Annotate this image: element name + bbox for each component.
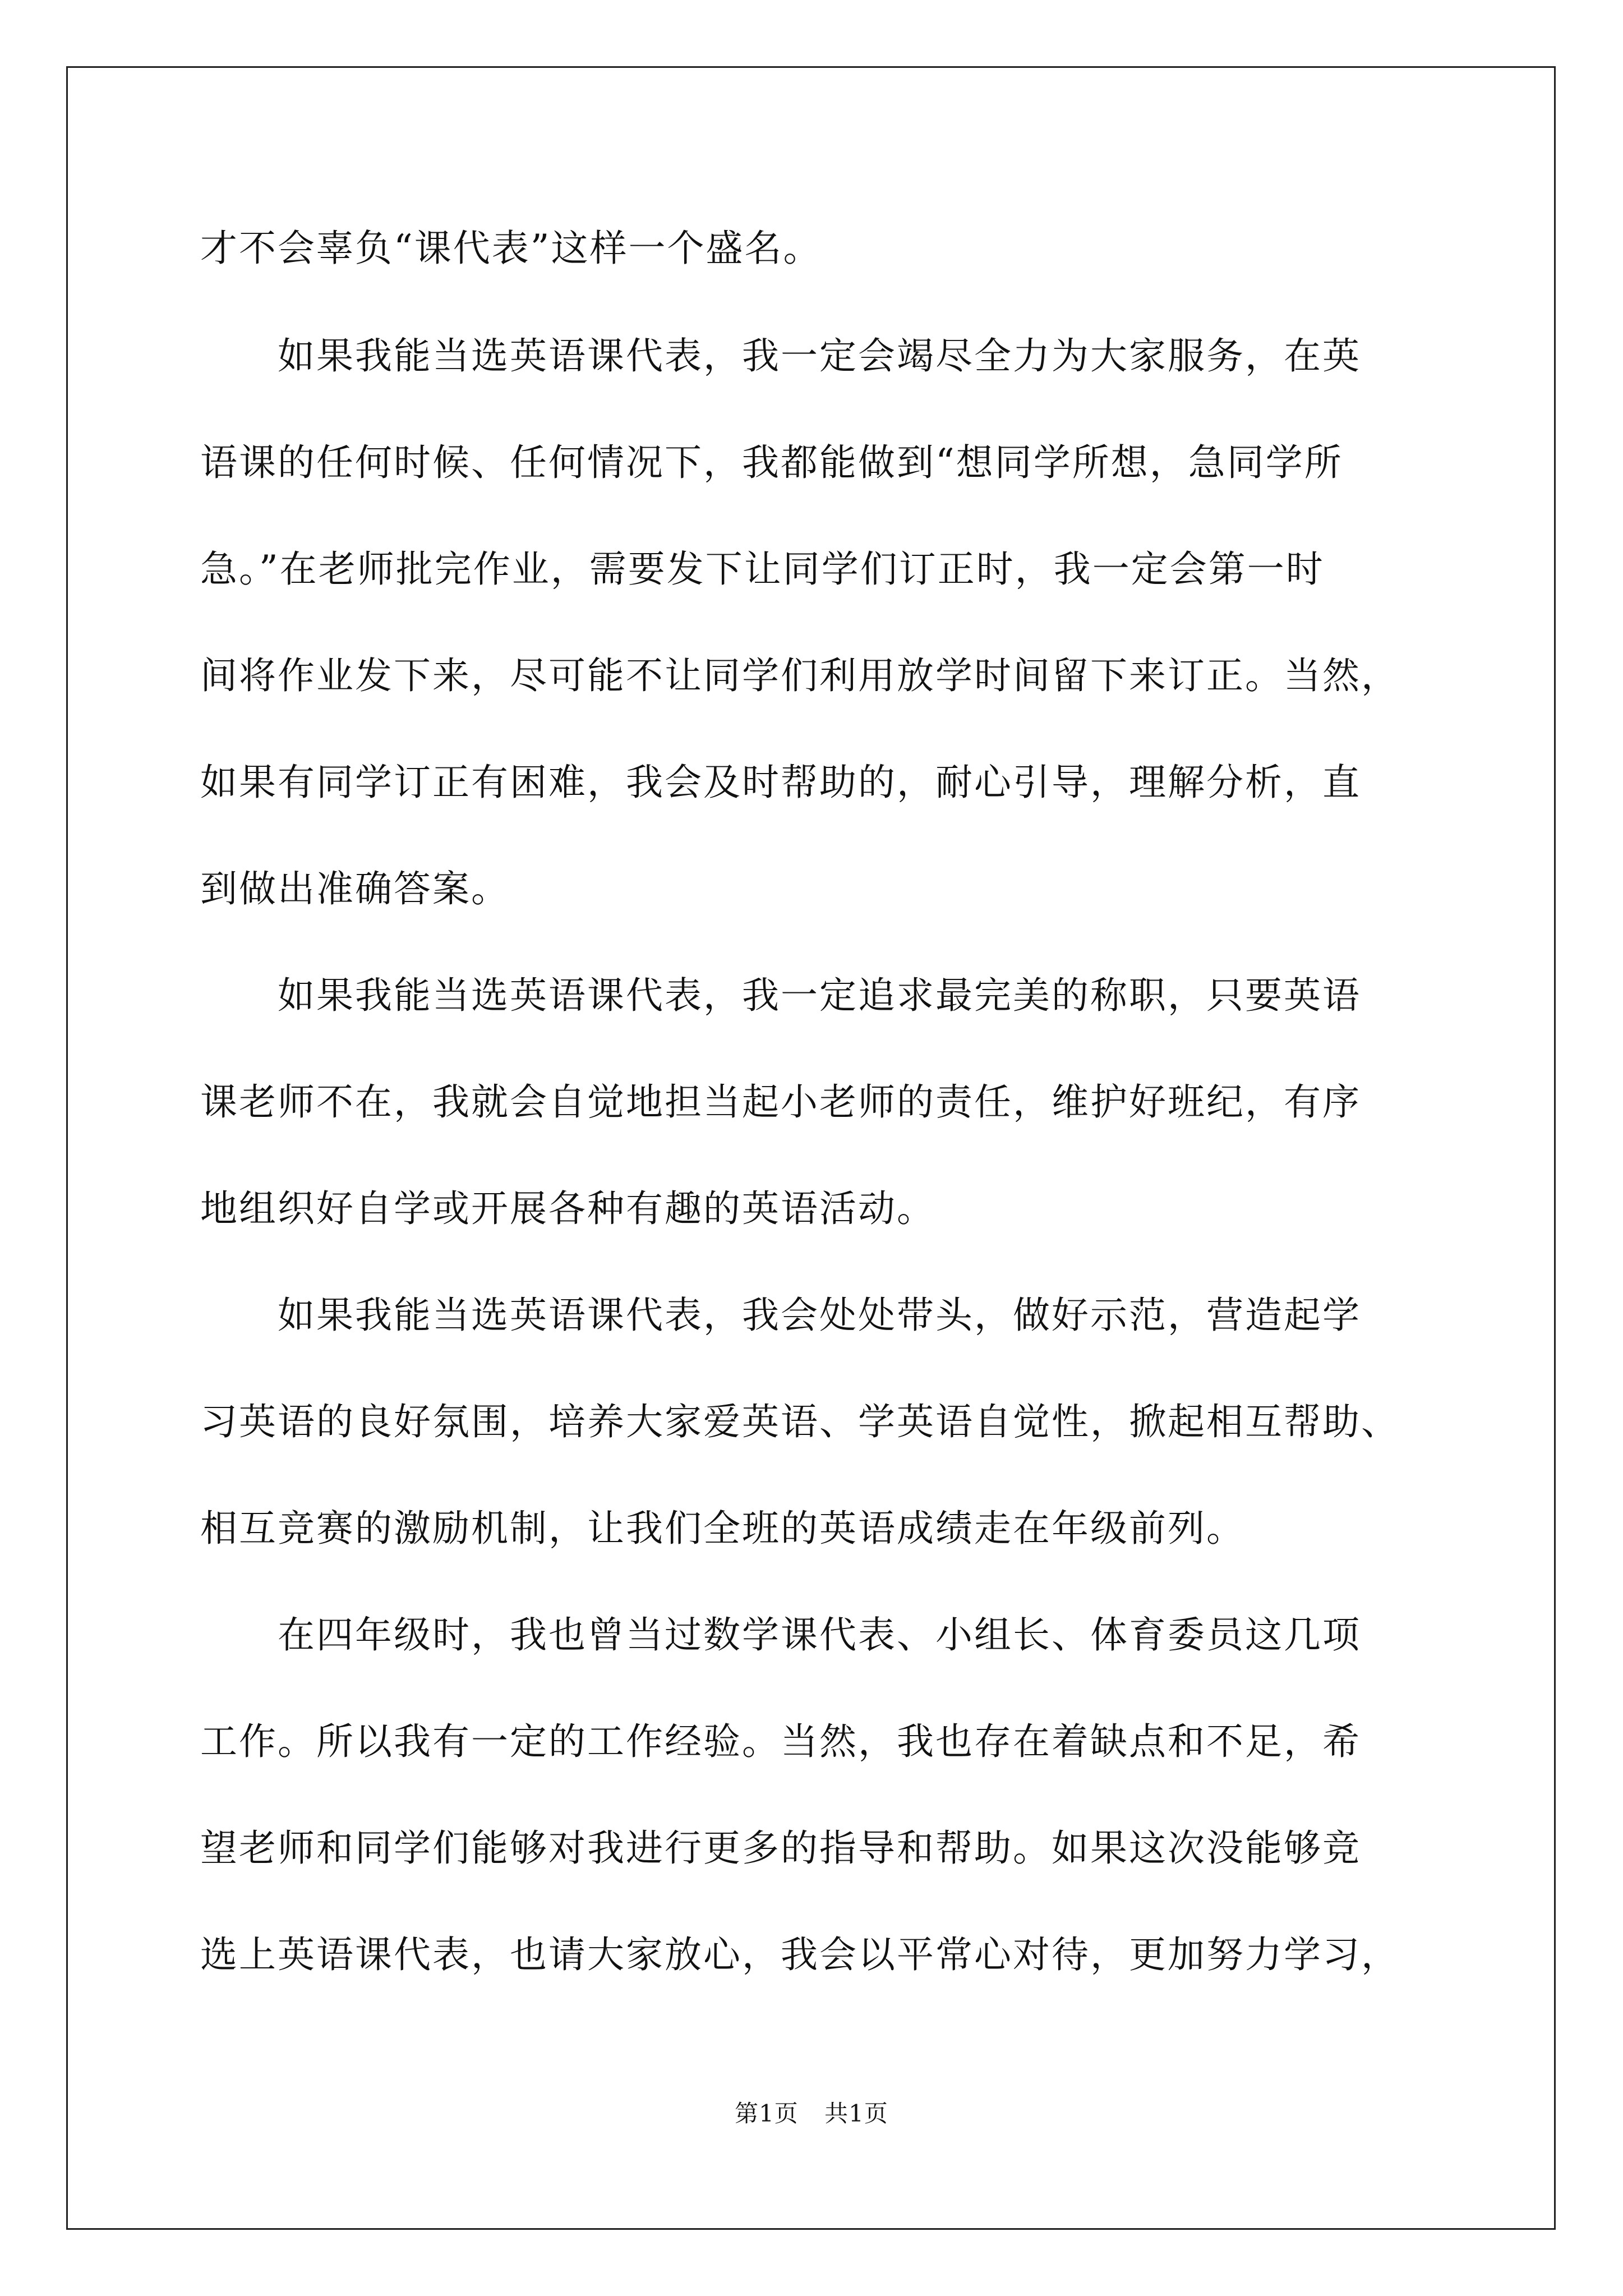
page-footer [0, 2098, 1623, 2129]
text-line: 望老师和同学们能够对我进行更多的指导和帮助。如果这次没能够竞 [200, 1826, 1361, 1870]
page-border [66, 66, 1556, 2230]
text-line: 间将作业发下来，尽可能不让同学们利用放学时间留下来订正。当然， [200, 654, 1400, 697]
text-line: 语课的任何时候、任何情况下，我都能做到“想同学所想，急同学所 [200, 441, 1343, 484]
text-line: 才不会辜负“课代表”这样一个盛名。 [200, 227, 822, 270]
page-number: 第1页 [735, 2100, 799, 2127]
text-line: 相互竞赛的激励机制，让我们全班的英语成绩走在年级前列。 [200, 1507, 1245, 1550]
text-line: 如果我能当选英语课代表，我一定追求最完美的称职，只要英语 [200, 974, 1361, 1017]
text-line: 选上英语课代表，也请大家放心，我会以平常心对待，更加努力学习， [200, 1933, 1400, 1976]
text-line: 工作。所以我有一定的工作经验。当然，我也存在着缺点和不足，希 [200, 1720, 1361, 1763]
text-line: 如果有同学订正有困难，我会及时帮助的，耐心引导，理解分析，直 [200, 761, 1361, 804]
text-line: 如果我能当选英语课代表，我会处处带头，做好示范，营造起学 [200, 1294, 1361, 1337]
page-total: 共1页 [824, 2100, 888, 2127]
text-line: 在四年级时，我也曾当过数学课代表、小组长、体育委员这几项 [200, 1613, 1361, 1657]
text-line: 地组织好自学或开展各种有趣的英语活动。 [200, 1187, 935, 1230]
text-line: 急。”在老师批完作业，需要发下让同学们订正时，我一定会第一时 [200, 547, 1325, 591]
text-line: 如果我能当选英语课代表，我一定会竭尽全力为大家服务，在英 [200, 334, 1361, 378]
text-line: 习英语的良好氛围，培养大家爱英语、学英语自觉性，掀起相互帮助、 [200, 1400, 1400, 1443]
text-line: 课老师不在，我就会自觉地担当起小老师的责任，维护好班纪，有序 [200, 1080, 1361, 1124]
text-line: 到做出准确答案。 [200, 867, 510, 910]
